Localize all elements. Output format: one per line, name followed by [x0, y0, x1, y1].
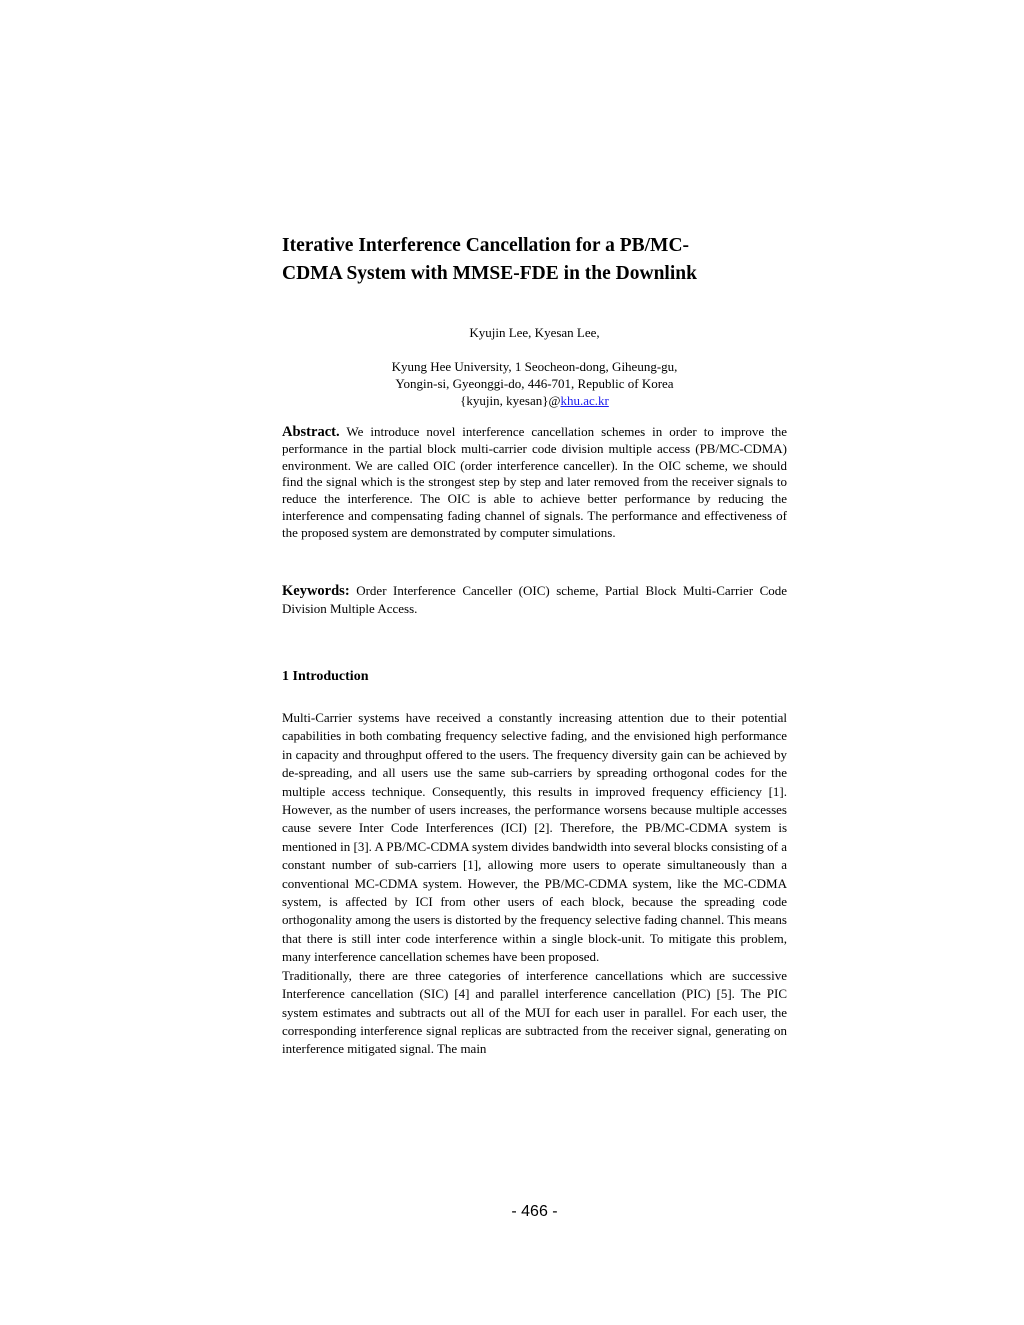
affiliation-line-1: Kyung Hee University, 1 Seocheon-dong, Giheung-gu, — [391, 359, 678, 374]
abstract-label: Abstract. — [282, 424, 340, 440]
paper-title-line-1: Iterative Interference Cancellation for a PB/MC- — [282, 235, 690, 256]
paper-title-line-2: CDMA System with MMSE-FDE in the Downlink — [282, 263, 697, 284]
abstract — [282, 424, 787, 542]
keywords — [282, 582, 787, 617]
page-number: - 466 - — [511, 1203, 558, 1220]
affiliation-email — [282, 392, 787, 409]
paper-page — [282, 0, 787, 1325]
section-heading-introduction: 1 Introduction — [282, 669, 369, 684]
paper-authors: Kyujin Lee, Kyesan Lee, — [469, 325, 600, 340]
introduction-paragraph-2: Traditionally, there are three categories of interference cancellations which are successive Interference cancellation (SIC) [4] and parallel interference cancellation (PIC) [5]. The PIC system estimates and subtracts out all of the MUI for each user in parallel. For each user, the corresponding interference signal replicas are subtracted from the receiver signal, generating on interference mitigated signal. The main — [282, 967, 787, 1057]
keywords-label: Keywords: — [282, 583, 350, 599]
paper-title — [282, 232, 787, 288]
email-domain-link[interactable]: khu.ac.kr — [560, 393, 609, 408]
abstract-text: We introduce novel interference cancellation schemes in order to improve the performance in the partial block multi-carrier code division multiple access (PB/MC-CDMA) environment. We are called OIC (order interference canceller). In the OIC scheme, we should find the signal which is the strongest step by step and later removed from the receiver signals to reduce the interference. The OIC is able to achieve better performance by reducing the interference and compensating fading channel of signals. The performance and effectiveness of the proposed system are demonstrated by computer simulations. — [282, 424, 788, 540]
keywords-text: Order Interference Canceller (OIC) scheme, Partial Block Multi-Carrier Code Division Multiple Access. — [282, 583, 788, 616]
affiliation-line-2: Yongin-si, Gyeonggi-do, 446-701, Republic of Korea — [395, 376, 674, 391]
paper-affiliation — [282, 358, 787, 409]
introduction-body — [282, 709, 787, 1059]
email-prefix: {kyujin, kyesan}@ — [460, 393, 561, 408]
introduction-paragraph-1: Multi-Carrier systems have received a constantly increasing attention due to their potential capabilities in both combating frequency selective fading, and the envisioned high performance in capacity and throughput offered to the users. The frequency diversity gain can be achieved by de-spreading, and all users use the same sub-carriers by spreading orthogonal codes for the multiple access technique. Consequently, this results in improved frequency efficiency [1]. However, as the number of users increases, the performance worsens because multiple accesses cause severe Inter Code Interferences (ICI) [2]. Therefore, the PB/MC-CDMA system is mentioned in [3]. A PB/MC-CDMA system divides bandwidth into several blocks consisting of a constant number of sub-carriers [1], allowing more users to operate simultaneously than a conventional MC-CDMA system. However, the PB/MC-CDMA system, like the MC-CDMA system, is affected by ICI from other users of each block, because the spreading code orthogonality among the users is distorted by the frequency selective fading channel. This means that there is still inter code interference within a single block-unit. To mitigate this problem, many interference cancellation schemes have been proposed. — [282, 710, 787, 965]
